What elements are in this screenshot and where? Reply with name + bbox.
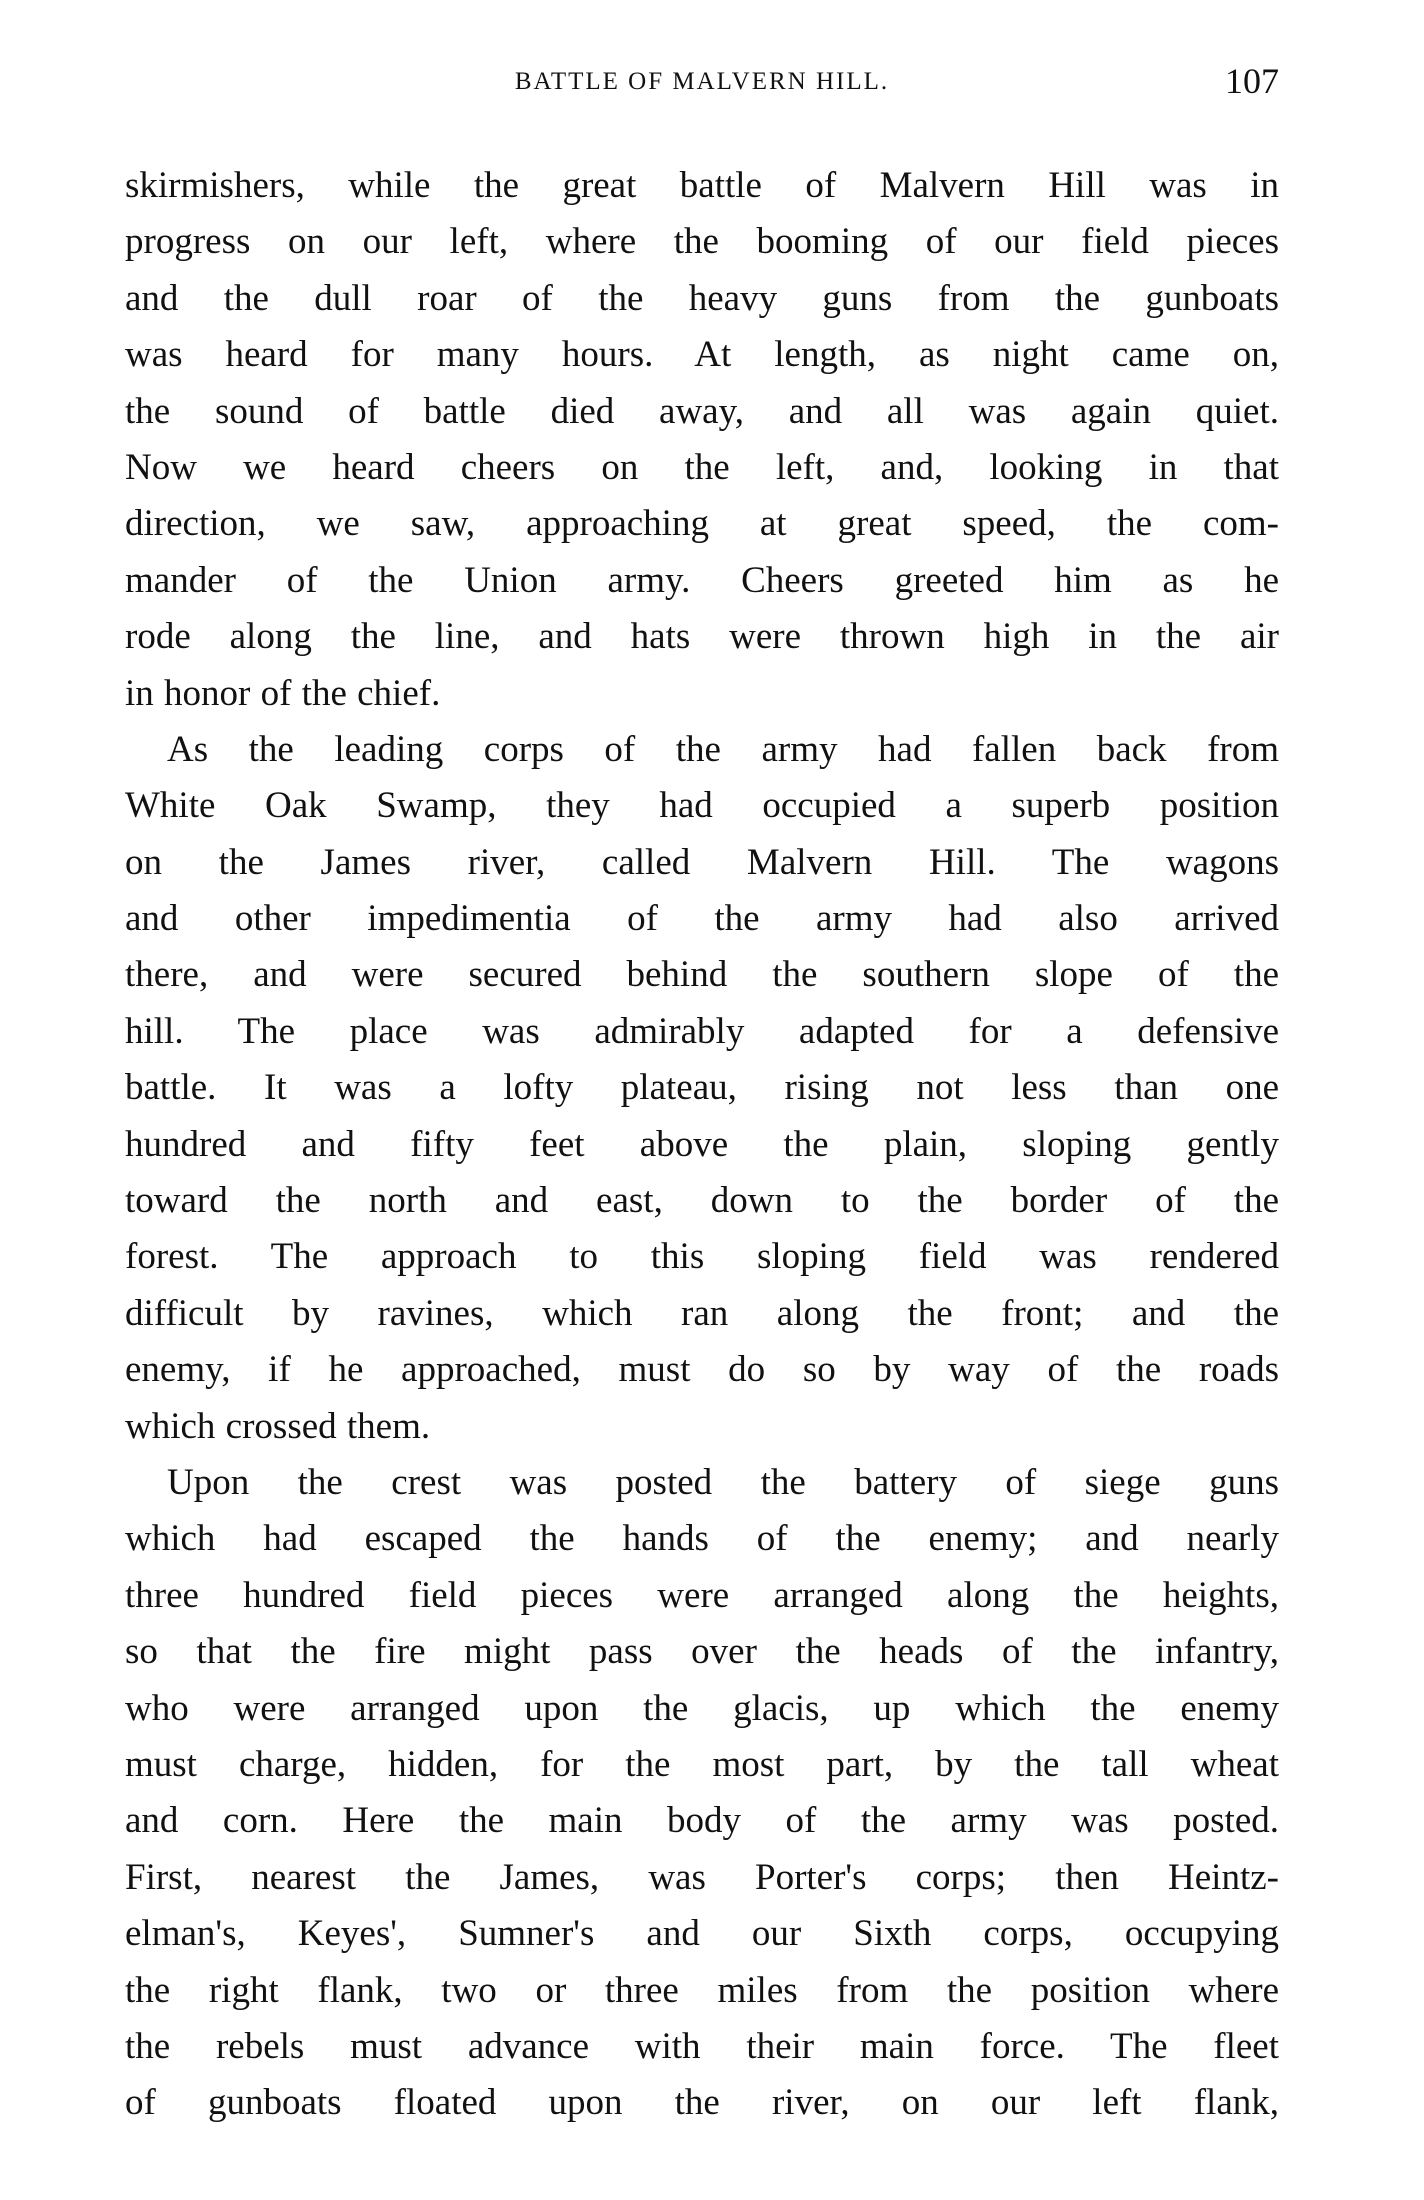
running-title: BATTLE OF MALVERN HILL. [514,68,890,95]
text-line: toward the north and east, down to the border of the [125,1180,1279,1222]
text-line: battle. It was a lofty plateau, rising not less than one [125,1067,1279,1109]
text-line: was heard for many hours. At length, as night came on, [125,334,1279,376]
text-line: of gunboats floated upon the river, on our left flank, [125,2082,1279,2124]
text-line: Now we heard cheers on the left, and, looking in that [125,446,1279,488]
text-line: there, and were secured behind the southern slope of the [125,954,1279,996]
text-line: the sound of battle died away, and all was again quiet. [125,390,1279,432]
text-line: mander of the Union army. Cheers greeted him as he [125,559,1279,601]
text-line: enemy, if he approached, must do so by way of the roads [125,1349,1279,1391]
paragraph [125,158,1279,722]
text-line: on the James river, called Malvern Hill. The wagons [125,841,1279,883]
text-line: and corn. Here the main body of the army was posted. [125,1800,1279,1842]
text-line: which crossed them. [125,1405,431,1447]
text-line: and the dull roar of the heavy guns from the gunboats [125,277,1279,319]
text-line: direction, we saw, approaching at great speed, the com- [125,503,1279,545]
text-line: elman's, Keyes', Sumner's and our Sixth corps, occupying [125,1913,1279,1955]
text-line: in honor of the chief. [125,672,441,714]
text-line: As the leading corps of the army had fallen back from [167,728,1279,770]
text-line: progress on our left, where the booming of our field pieces [125,221,1279,263]
text-line: skirmishers, while the great battle of Malvern Hill was in [125,165,1279,206]
text-line: Upon the crest was posted the battery of siege guns [167,1461,1279,1503]
text-line: the rebels must advance with their main force. The fleet [125,2025,1279,2067]
text-line: hundred and fifty feet above the plain, sloping gently [125,1123,1279,1165]
text-line: and other impedimentia of the army had also arrived [125,898,1279,940]
text-line: difficult by ravines, which ran along the front; and the [125,1292,1279,1334]
text-line: the right flank, two or three miles from the position where [125,1969,1279,2011]
text-line: three hundred field pieces were arranged along the heights, [125,1574,1279,1616]
text-line: which had escaped the hands of the enemy; and nearly [125,1518,1279,1560]
text-line: rode along the line, and hats were thrown high in the air [125,616,1279,658]
body-text [125,158,1279,2132]
running-head [125,58,1279,108]
page-number: 107 [1225,61,1279,101]
text-line: so that the fire might pass over the heads of the infantry, [125,1631,1279,1673]
text-line: White Oak Swamp, they had occupied a superb position [125,785,1279,827]
text-line: hill. The place was admirably adapted for a defensive [125,1010,1279,1052]
paragraph [125,722,1279,1455]
text-line: forest. The approach to this sloping field was rendered [125,1236,1279,1278]
text-line: who were arranged upon the glacis, up which the enemy [125,1687,1279,1729]
paragraph [125,1455,1279,2132]
text-line: must charge, hidden, for the most part, by the tall wheat [125,1743,1279,1785]
text-line: First, nearest the James, was Porter's corps; then Heintz- [125,1856,1279,1898]
